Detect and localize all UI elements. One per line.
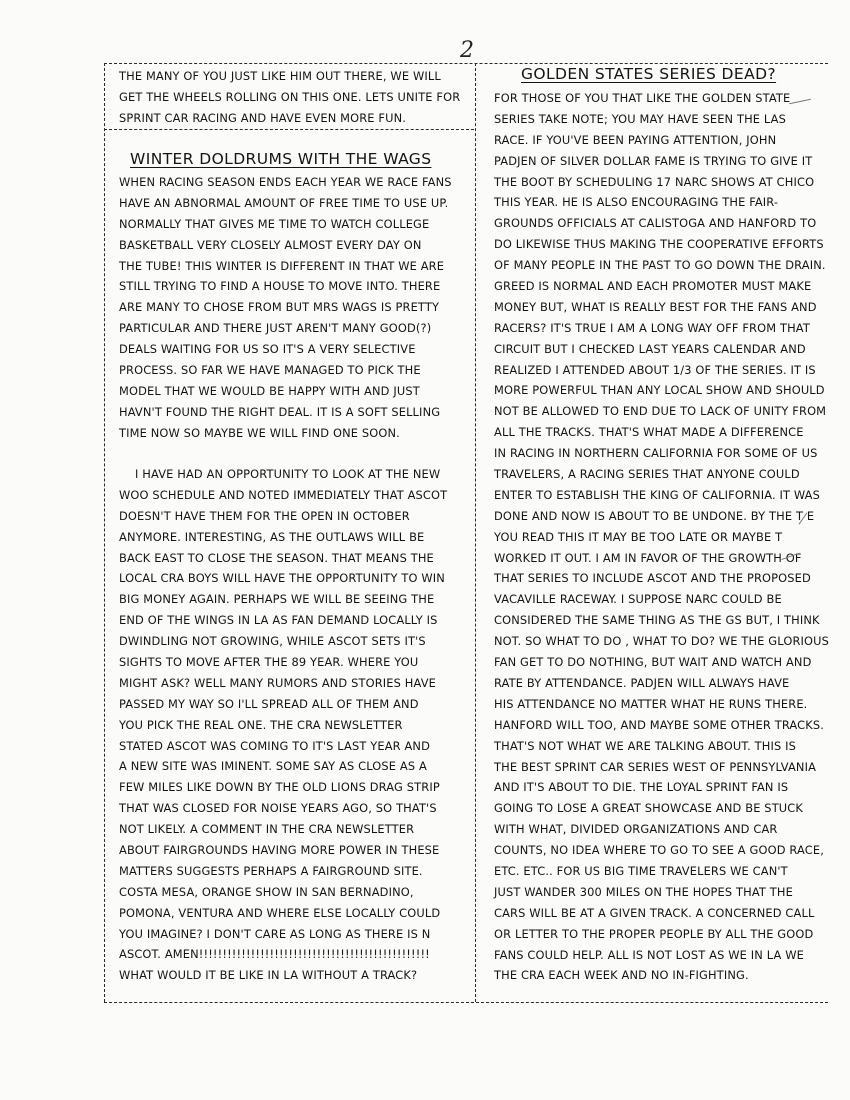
paragraph-2-line: YOU IMAGINE? I DON'T CARE AS LONG AS THERE IS N [119,926,431,941]
paragraph-2-line: ANYMORE. INTERESTING, AS THE OUTLAWS WILL BE [119,529,425,544]
golden-states-line: MORE POWERFUL THAN ANY LOCAL SHOW AND SHOULD [494,383,825,398]
paragraph-1-line: TIME NOW SO MAYBE WE WILL FIND ONE SOON. [119,425,400,440]
golden-states-line: GROUNDS OFFICIALS AT CALISTOGA AND HANFORD TO [494,216,817,231]
golden-states-line: WITH WHAT, DIVIDED ORGANIZATIONS AND CAR [494,822,778,837]
paragraph-2-line: COSTA MESA, ORANGE SHOW IN SAN BERNADINO, [119,884,414,899]
paragraph-2-line: WOO SCHEDULE AND NOTED IMMEDIATELY THAT ASCOT [119,487,448,502]
paragraph-2-line: END OF THE WINGS IN LA AS FAN DEMAND LOCALLY IS [119,613,438,628]
paragraph-1-line: DEALS WAITING FOR US SO IT'S A VERY SELECTIVE [119,342,416,357]
golden-states-line: DONE AND NOW IS ABOUT TO BE UNDONE. BY THE T E [494,508,815,523]
column-divider [475,63,476,1002]
paragraph-2-line: DOESN'T HAVE THEM FOR THE OPEN IN OCTOBER [119,508,410,523]
paragraph-2-line: PASSED MY WAY SO I'LL SPREAD ALL OF THEM AND [119,696,419,711]
paragraph-2-line: BACK EAST TO CLOSE THE SEASON. THAT MEANS THE [119,550,434,565]
paragraph-2-line: LOCAL CRA BOYS WILL HAVE THE OPPORTUNITY TO WIN [119,571,445,586]
paragraph-2-line: MATTERS SUGGESTS PERHAPS A FAIRGROUND SITE. [119,863,423,878]
golden-states-line: AND IT'S ABOUT TO DIE. THE LOYAL SPRINT FAN IS [494,780,789,795]
golden-states-line: GOING TO LOSE A GREAT SHOWCASE AND BE STUCK [494,801,804,816]
golden-states-line: RATE BY ATTENDANCE. PADJEN WILL ALWAYS HAVE [494,675,790,690]
golden-states-line: NOT BE ALLOWED TO END DUE TO LACK OF UNITY FROM [494,404,827,419]
paragraph-2-line: ASCOT. AMEN!!!!!!!!!!!!!!!!!!!!!!!!!!!!!!!!!!!!!!!!!!!!!!!!! [119,947,430,962]
golden-states-line: SERIES TAKE NOTE; YOU MAY HAVE SEEN THE LAS [494,111,786,126]
page-number: 2 [460,38,474,63]
paragraph-2-line: WHAT WOULD IT BE LIKE IN LA WITHOUT A TRACK? [119,968,418,983]
paragraph-1-line: STILL TRYING TO FIND A HOUSE TO MOVE INTO. THERE [119,279,441,294]
paragraph-1-line: MODEL THAT WE WOULD BE HAPPY WITH AND JUST [119,383,420,398]
paragraph-2-line: ABOUT FAIRGROUNDS HAVING MORE POWER IN THESE [119,843,440,858]
paragraph-2-line: YOU PICK THE REAL ONE. THE CRA NEWSLETTER [119,717,403,732]
golden-states-line: FOR THOSE OF YOU THAT LIKE THE GOLDEN STATE [494,91,791,105]
paragraph-2-line: FEW MILES LIKE DOWN BY THE OLD LIONS DRAG STRIP [119,780,440,795]
golden-states-line: REALIZED I ATTENDED ABOUT 1/3 OF THE SERIES. IT IS [494,362,816,377]
paragraph-1-line: THE TUBE! THIS WINTER IS DIFFERENT IN THAT WE ARE [119,258,445,273]
paragraph-1-line: HAVN'T FOUND THE RIGHT DEAL. IT IS A SOFT SELLING [119,404,441,419]
golden-states-line: WORKED IT OUT. I AM IN FAVOR OF THE GROWTH OF [494,550,802,565]
golden-states-line: ETC. ETC.. FOR US BIG TIME TRAVELERS WE CAN'T [494,863,788,878]
golden-states-line: GREED IS NORMAL AND EACH PROMOTER MUST MAKE [494,279,812,294]
golden-states-line: TRAVELERS, A RACING SERIES THAT ANYONE COULD [494,467,800,482]
golden-states-article-text [494,88,830,986]
golden-states-line: NOT. SO WHAT TO DO , WHAT TO DO? WE THE GLORIOUS [494,634,830,649]
intro-text-line: SPRINT CAR RACING AND HAVE EVEN MORE FUN. [119,110,407,125]
golden-states-line: ALL THE TRACKS. THAT'S WHAT MADE A DIFFERENCE [494,425,804,440]
golden-states-line: THAT'S NOT WHAT WE ARE TALKING ABOUT. THIS IS [494,738,796,753]
intro-box-bottom-rule [104,129,474,130]
paragraph-2-line: THAT WAS CLOSED FOR NOISE YEARS AGO, SO THAT'S [119,801,437,816]
paragraph-2-line: NOT LIKELY. A COMMENT IN THE CRA NEWSLETTER [119,822,415,837]
intro-text-line: THE MANY OF YOU JUST LIKE HIM OUT THERE, WE WILL [119,69,441,83]
golden-states-line: FANS COULD HELP. ALL IS NOT LOST AS WE IN LA WE [494,947,804,962]
golden-states-line: MONEY BUT, WHAT IS REALLY BEST FOR THE FANS AND [494,299,817,314]
paragraph-1-line: WHEN RACING SEASON ENDS EACH YEAR WE RACE FANS [119,175,452,189]
bottom-rule-right [476,1002,828,1003]
golden-states-line: COUNTS, NO IDEA WHERE TO GO TO SEE A GOOD RACE, [494,843,824,858]
section-heading-golden-states: GOLDEN STATES SERIES DEAD? [521,65,777,83]
golden-states-line: ENTER TO ESTABLISH THE KING OF CALIFORNIA. IT WAS [494,487,821,502]
paragraph-2-line: POMONA, VENTURA AND WHERE ELSE LOCALLY COULD [119,905,441,920]
golden-states-line: JUST WANDER 300 MILES ON THE HOPES THAT THE [494,884,793,899]
golden-states-line: THE BEST SPRINT CAR SERIES WEST OF PENNSYLVANIA [494,759,817,774]
paragraph-2-line: DWINDLING NOT GROWING, WHILE ASCOT SETS IT'S [119,634,426,649]
golden-states-line: CONSIDERED THE SAME THING AS THE GS BUT, I THINK [494,613,820,628]
golden-states-line: DO LIKEWISE THUS MAKING THE COOPERATIVE EFFORTS [494,237,824,252]
paragraph-2-line: MIGHT ASK? WELL MANY RUMORS AND STORIES HAVE [119,675,437,690]
golden-states-line: CIRCUIT BUT I CHECKED LAST YEARS CALENDAR AND [494,341,806,356]
paragraph-1-line: NORMALLY THAT GIVES ME TIME TO WATCH COLLEGE [119,216,430,231]
golden-states-line: RACERS? IT'S TRUE I AM A LONG WAY OFF FROM THAT [494,320,810,335]
top-rule [104,63,828,64]
paragraph-2-line: BIG MONEY AGAIN. PERHAPS WE WILL BE SEEING THE [119,592,435,607]
golden-states-line: PADJEN OF SILVER DOLLAR FAME IS TRYING TO GIVE IT [494,153,813,168]
intro-text [119,66,469,129]
paragraph-2-line: I HAVE HAD AN OPPORTUNITY TO LOOK AT THE NEW [135,467,441,481]
paragraph-1-line: PROCESS. SO FAR WE HAVE MANAGED TO PICK THE [119,363,421,378]
golden-states-line: OF MANY PEOPLE IN THE PAST TO GO DOWN THE DRAIN. [494,258,826,273]
golden-states-line: THE BOOT BY SCHEDULING 17 NARC SHOWS AT CHICO [494,174,815,189]
golden-states-line: IN RACING IN NORTHERN CALIFORNIA FOR SOME OF US [494,446,818,461]
golden-states-line: CARS WILL BE AT A GIVEN TRACK. A CONCERNED CALL [494,905,815,920]
paragraph-2-line: A NEW SITE WAS IMINENT. SOME SAY AS CLOSE AS A [119,759,427,774]
paragraph-1-line: HAVE AN ABNORMAL AMOUNT OF FREE TIME TO USE UP. [119,195,449,210]
golden-states-line: THE CRA EACH WEEK AND NO IN-FIGHTING. [494,968,749,983]
golden-states-line: RACE. IF YOU'VE BEEN PAYING ATTENTION, JOHN [494,132,777,147]
golden-states-line: OR LETTER TO THE PROPER PEOPLE BY ALL THE GOOD [494,926,814,941]
paragraph-1-line: BASKETBALL VERY CLOSELY ALMOST EVERY DAY ON [119,237,422,252]
paragraph-2-line: SIGHTS TO MOVE AFTER THE 89 YEAR. WHERE YOU [119,655,419,670]
intro-text-line: GET THE WHEELS ROLLING ON THIS ONE. LETS UNITE FOR [119,89,461,104]
golden-states-line: HANFORD WILL TOO, AND MAYBE SOME OTHER TRACKS. [494,717,825,732]
golden-states-line: THIS YEAR. HE IS ALSO ENCOURAGING THE FAIR- [494,195,779,210]
paragraph-1-line: ARE MANY TO CHOSE FROM BUT MRS WAGS IS PRETTY [119,300,440,315]
golden-states-line: HIS ATTENDANCE NO MATTER WHAT HE RUNS THERE. [494,696,808,711]
winter-doldrums-paragraph-2 [119,464,469,986]
golden-states-line: YOU READ THIS IT MAY BE TOO LATE OR MAYBE T [494,529,783,544]
paragraph-2-line: STATED ASCOT WAS COMING TO IT'S LAST YEAR AND [119,738,431,753]
bottom-rule-left [104,1002,474,1003]
golden-states-line: VACAVILLE RACEWAY. I SUPPOSE NARC COULD BE [494,592,782,607]
golden-states-line: THAT SERIES TO INCLUDE ASCOT AND THE PROPOSED [494,571,811,586]
winter-doldrums-paragraph-1 [119,172,469,444]
section-heading-winter-doldrums: WINTER DOLDRUMS WITH THE WAGS [130,150,432,168]
left-border [104,63,105,1002]
golden-states-line: FAN GET TO DO NOTHING, BUT WAIT AND WATCH AND [494,655,812,670]
paragraph-1-line: PARTICULAR AND THERE JUST AREN'T MANY GOOD(?) [119,321,432,336]
